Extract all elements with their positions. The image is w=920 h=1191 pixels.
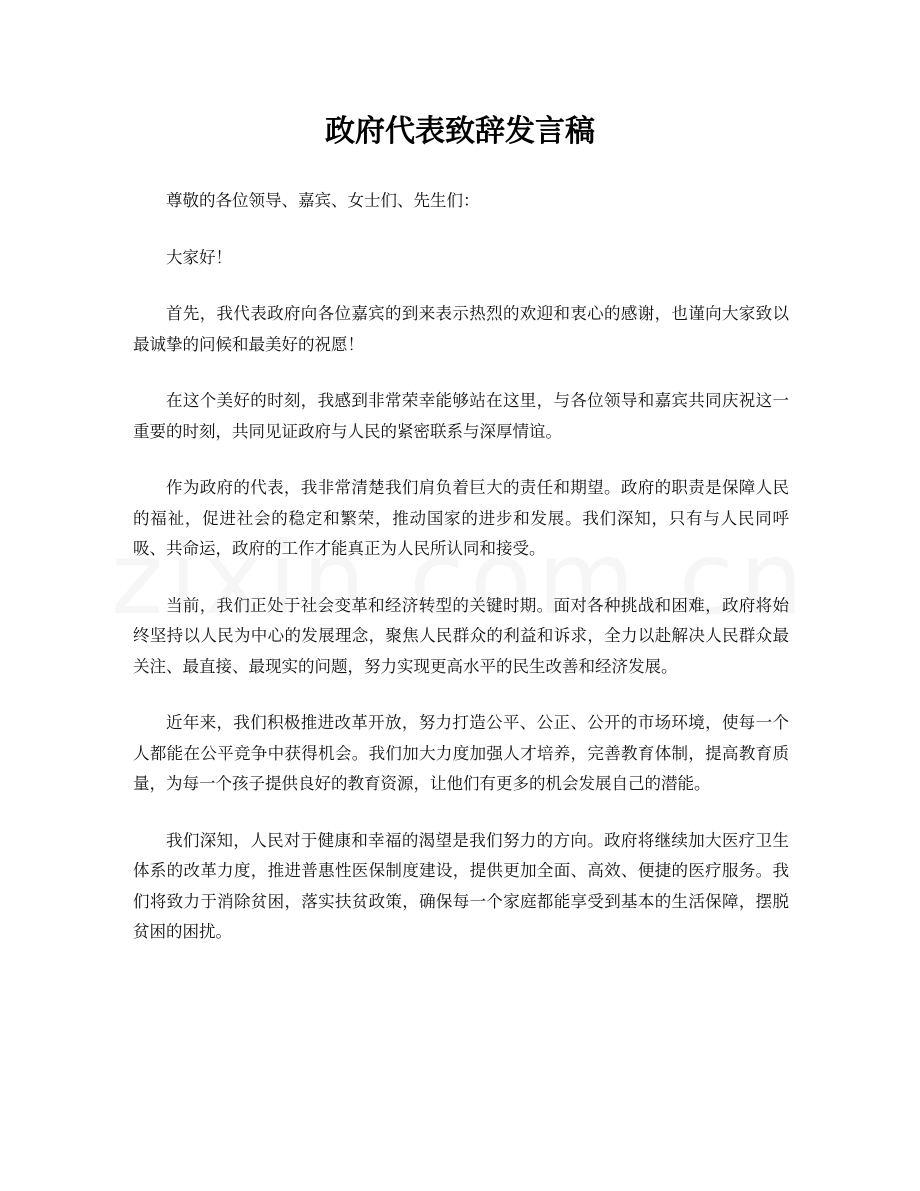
document-body	[133, 186, 789, 974]
paragraph-reform: 近年来，我们积极推进改革开放，努力打造公平、公正、公开的市场环境，使每一个人都能在公平竞争中获得机会。我们加大力度加强人才培养，完善教育体制，提高教育质量，为每一个孩子提供良好的教育资源，让他们有更多的机会发展自己的潜能。	[133, 713, 789, 793]
paragraph-current-period: 当前，我们正处于社会变革和经济转型的关键时期。面对各种挑战和困难，政府将始终坚持以人民为中心的发展理念，聚焦人民群众的利益和诉求，全力以赴解决人民群众最关注、最直接、最现实的问题，努力实现更高水平的民生改善和经济发展。	[133, 595, 789, 676]
paragraph-health: 我们深知，人民对于健康和幸福的渴望是我们努力的方向。政府将继续加大医疗卫生体系的改革力度，推进普惠性医保制度建设，提供更加全面、高效、便捷的医疗服务。我们将致力于消除贫困，落实扶贫政策，确保每一个家庭都能享受到基本的生活保障，摆脱贫困的困扰。	[133, 830, 789, 941]
paragraph-welcome: 首先，我代表政府向各位嘉宾的到来表示热烈的欢迎和衷心的感谢，也谨向大家致以最诚挚的问候和最美好的祝愿！	[133, 304, 789, 354]
paragraph-honor: 在这个美好的时刻，我感到非常荣幸能够站在这里，与各位领导和嘉宾共同庆祝这一重要的时刻，共同见证政府与人民的紧密联系与深厚情谊。	[133, 391, 789, 441]
document-title: 政府代表致辞发言稿	[325, 114, 595, 149]
paragraph-salutation: 尊敬的各位领导、嘉宾、女士们、先生们：	[166, 191, 480, 210]
paragraph-responsibility: 作为政府的代表，我非常清楚我们肩负着巨大的责任和期望。政府的职责是保障人民的福祉，促进社会的稳定和繁荣，推动国家的进步和发展。我们深知，只有与人民同呼吸、共命运，政府的工作才能真正为人民所认同和接受。	[133, 478, 789, 558]
paragraph-greeting: 大家好！	[166, 247, 232, 267]
